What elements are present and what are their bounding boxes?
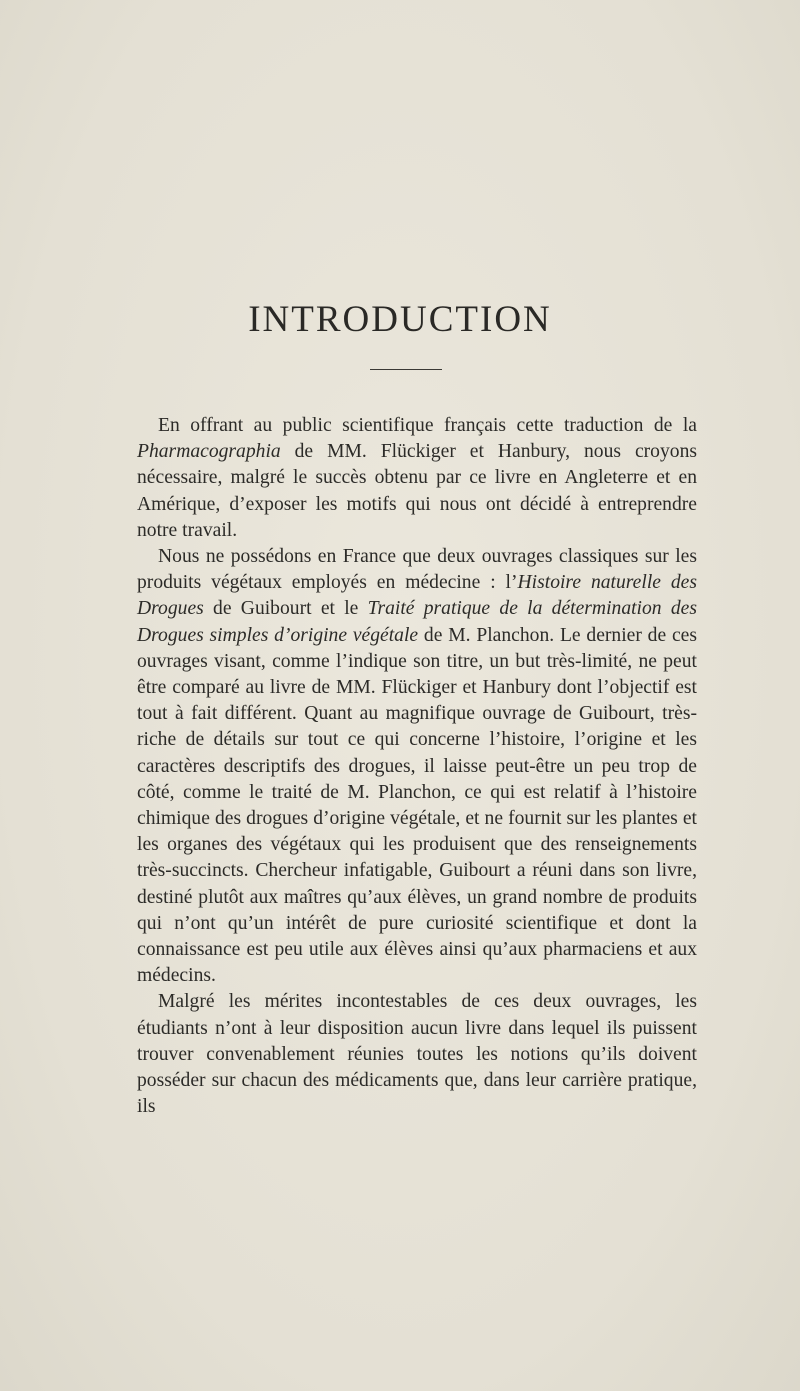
title-rule [370,369,442,370]
chapter-title: INTRODUCTION [248,299,552,340]
paragraph-2 [137,544,697,989]
paragraph-1-text-1: En offrant au public scientifique français cette traduction de la [158,415,697,436]
paragraph-1-text-2: de MM. Flückiger et Hanbury, nous croyons nécessaire, malgré le succès obtenu par ce livre en Angleterre et en Amérique, d’exposer les motifs qui nous ont décidé à entreprendre notre travail. [137,441,697,541]
body-text [137,413,697,1120]
paragraph-2-text-1: Nous ne possédons en France que deux ouvrages classiques sur les produits végétaux employés en médecine : l’ [137,546,697,594]
paragraph-3-text-1: Malgré les mérites incontestables de ces deux ouvrages, les étudiants n’ont à leur disposition aucun livre dans lequel ils puissent trouver convenablement réunies toutes les notions qu’ils doivent posséder sur chacun des médicaments que, dans leur carrière pratique, ils [137,991,697,1118]
paragraph-2-text-2: de Guibourt et le [203,598,368,620]
paragraph-2-text-3: de M. Planchon. Le dernier de ces ouvrages visant, comme l’indique son titre, un but très-limité, ne peut être comparé au livre de MM. Flückiger et Hanbury dont l’objectif est tout à fait différent. Quant au magnifique ouvrage de Guibourt, très-riche de détails sur tout ce qui concerne l’histoire, l’origine et les caractères descriptifs des drogues, il laisse peut-être un peu trop de côté, comme le traité de M. Planchon, ce qui est relatif à l’histoire chimique des drogues d’origine végétale, et ne fournit sur les plantes et les organes des végétaux qui les produisent que des renseignements très-succincts. Chercheur infatigable, Guibourt a réuni dans son livre, destiné plutôt aux maîtres qu’aux élèves, un grand nombre de produits qui n’ont qu’un intérêt de pure curiosité scientifique et dont la connaissance est peu utile aux élèves ainsi qu’aux pharmaciens et aux médecins. [137,624,697,987]
paragraph-3 [137,989,697,1120]
paragraph-2-italic-title-1: Histoire naturelle des Drogues [137,572,697,620]
paragraph-2-italic-title-2: Traité pratique de la détermination des Drogues simples d’origine végétale [137,598,697,646]
paragraph-1-italic-title: Pharmacographia [137,441,281,463]
paragraph-1 [137,413,697,544]
